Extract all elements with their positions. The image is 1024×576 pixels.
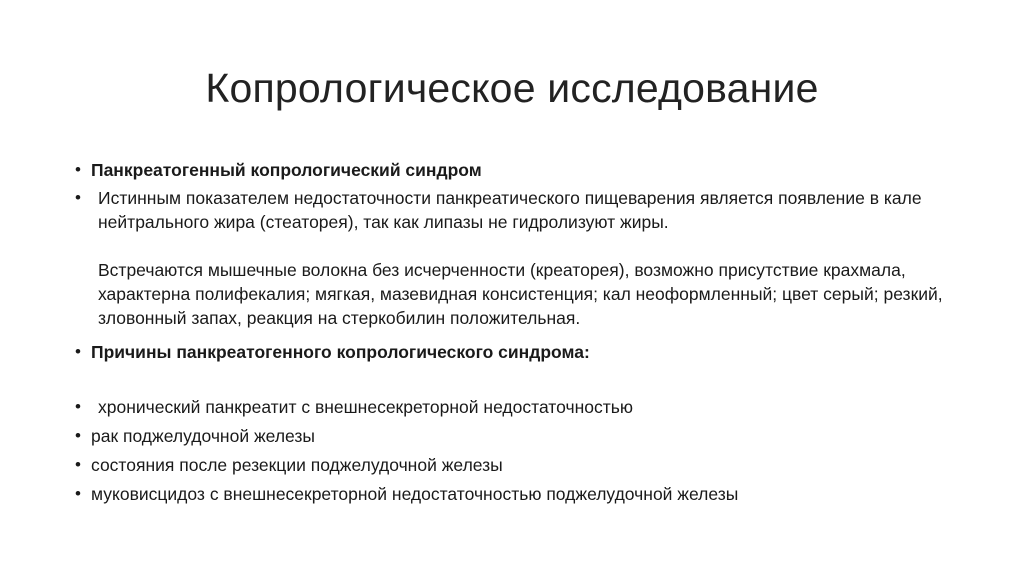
bullet-dot-icon: • [75, 342, 81, 361]
bullet-dot-icon: • [75, 455, 81, 474]
list-item [74, 424, 974, 448]
list-item [74, 482, 974, 506]
list-item-text: хронический панкреатит с внешнесекреторной недостаточностью [98, 397, 633, 417]
slide-title: Копрологическое исследование [205, 65, 819, 111]
paragraph-creatorrhea: Встречаются мышечные волокна без исчерченности (креаторея), возможно присутствие крахмала, характерна полифекалия; мягкая, мазевидная консистенция; кал неоформленный; цвет серый; резкий, зловонный запах, реакция на стеркобилин положительная. [98, 260, 943, 328]
list-item-text: рак поджелудочной железы [91, 426, 315, 446]
list-item [74, 453, 974, 477]
list-item-text: состояния после резекции поджелудочной железы [91, 455, 503, 475]
bullet-item-pancreatogenic-syndrome [74, 158, 974, 182]
bullet-dot-icon: • [75, 397, 81, 416]
paragraph-steatorrhea: Истинным показателем недостаточности панкреатического пищеварения является появление в кале нейтрального жира (стеаторея), так как липазы не гидролизуют жиры. [98, 188, 922, 232]
slide-content [74, 158, 974, 506]
bullet-dot-icon: • [75, 188, 81, 207]
bullet-dot-icon: • [75, 160, 81, 179]
bullet-item-causes-heading [74, 340, 974, 364]
bullet-item-steatorrhea [74, 186, 974, 330]
bullet-dot-icon: • [75, 426, 81, 445]
list-item-text: муковисцидоз с внешнесекреторной недостаточностью поджелудочной железы [91, 484, 739, 504]
list-item [74, 395, 974, 419]
bullet-text: Причины панкреатогенного копрологического синдрома: [91, 342, 590, 362]
causes-list [74, 395, 974, 506]
bullet-dot-icon: • [75, 484, 81, 503]
bullet-text: Панкреатогенный копрологический синдром [91, 160, 482, 180]
